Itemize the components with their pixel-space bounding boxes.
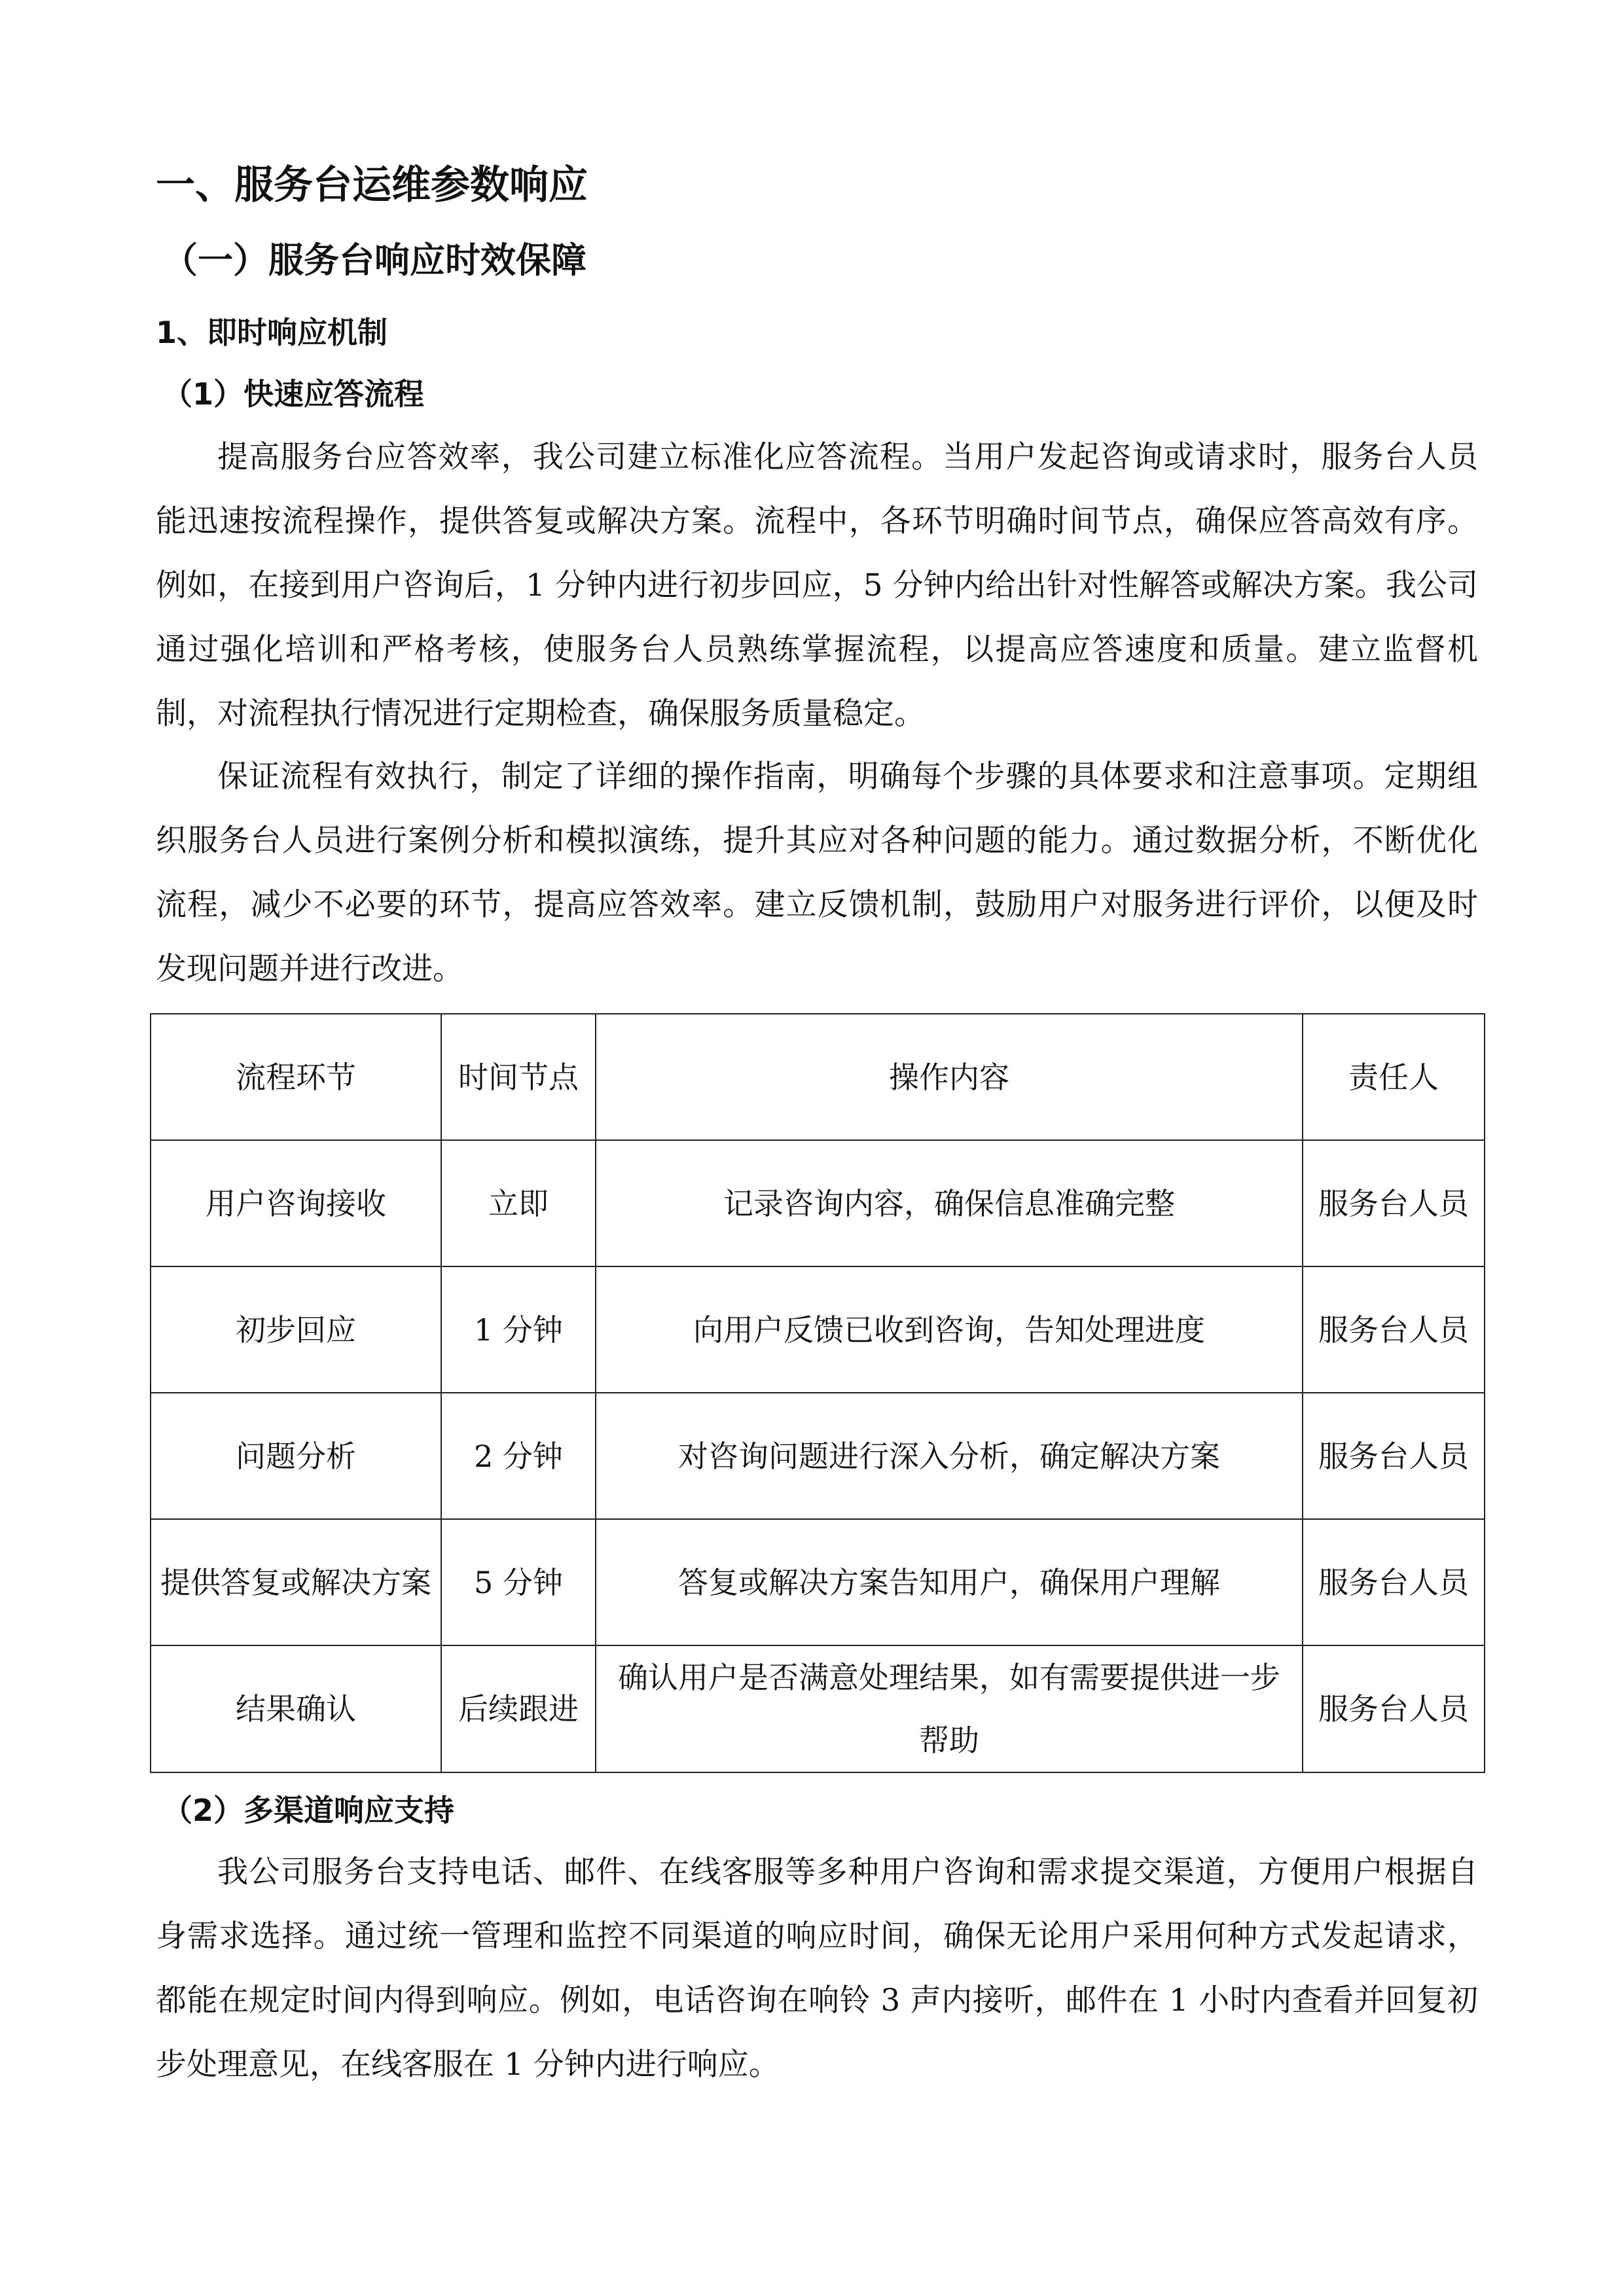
section-title-quick-response: （1）快速应答流程 — [162, 376, 425, 412]
header-cell-step: 流程环节 — [151, 1014, 441, 1140]
table-cell: 2 分钟 — [441, 1393, 596, 1519]
table-cell: 初步回应 — [151, 1266, 441, 1393]
table-cell: 确认用户是否满意处理结果，如有需要提供进一步帮助 — [596, 1645, 1303, 1772]
table-cell: 结果确认 — [151, 1645, 441, 1772]
table-cell: 向用户反馈已收到咨询，告知处理进度 — [596, 1266, 1303, 1393]
paragraph-quick-response-1: 提高服务台应答效率，我公司建立标准化应答流程。当用户发起咨询或请求时，服务台人员能迅速按流程操作，提供答复或解决方案。流程中，各环节明确时间节点，确保应答高效有序。例如，在接到用户咨询后，1 分钟内进行初步回应，5 分钟内给出针对性解答或解决方案。我公司通过强化培训和严格考核，使服务台人员熟练掌握流程，以提高应答速度和质量。建立监督机制，对流程执行情况进行定期检查，确保服务质量稳定。 — [156, 439, 1478, 732]
section-title-multichannel: （2）多渠道响应支持 — [162, 1793, 455, 1828]
table-cell: 服务台人员 — [1303, 1519, 1485, 1645]
table-cell: 后续跟进 — [441, 1645, 596, 1772]
table-cell: 服务台人员 — [1303, 1393, 1485, 1519]
header-cell-action: 操作内容 — [596, 1014, 1303, 1140]
table-cell: 用户咨询接收 — [151, 1140, 441, 1266]
table-cell: 立即 — [441, 1140, 596, 1266]
table-cell: 5 分钟 — [441, 1519, 596, 1645]
table-row — [151, 1645, 1485, 1772]
table-cell: 服务台人员 — [1303, 1140, 1485, 1266]
table-cell: 问题分析 — [151, 1393, 441, 1519]
table-cell: 服务台人员 — [1303, 1266, 1485, 1393]
table-row — [151, 1519, 1485, 1645]
heading-level-3: 1、即时响应机制 — [156, 315, 388, 350]
table-header-row — [151, 1014, 1485, 1140]
heading-level-2: （一）服务台响应时效保障 — [162, 240, 586, 281]
table-row — [151, 1393, 1485, 1519]
table-cell: 答复或解决方案告知用户，确保用户理解 — [596, 1519, 1303, 1645]
table-cell: 对咨询问题进行深入分析，确定解决方案 — [596, 1393, 1303, 1519]
heading-level-1: 一、服务台运维参数响应 — [156, 162, 588, 208]
paragraph-quick-response-2: 保证流程有效执行，制定了详细的操作指南，明确每个步骤的具体要求和注意事项。定期组织服务台人员进行案例分析和模拟演练，提升其应对各种问题的能力。通过数据分析，不断优化流程，减少不必要的环节，提高应答效率。建立反馈机制，鼓励用户对服务进行评价，以便及时发现问题并进行改进。 — [156, 759, 1478, 987]
paragraph-multichannel-1: 我公司服务台支持电话、邮件、在线客服等多种用户咨询和需求提交渠道，方便用户根据自身需求选择。通过统一管理和监控不同渠道的响应时间，确保无论用户采用何种方式发起请求，都能在规定时间内得到响应。例如，电话咨询在响铃 3 声内接听，邮件在 1 小时内查看并回复初步处理意见，在线客服在 1 分钟内进行响应。 — [156, 1854, 1478, 2083]
header-cell-owner: 责任人 — [1303, 1014, 1485, 1140]
table-cell: 提供答复或解决方案 — [151, 1519, 441, 1645]
header-cell-time: 时间节点 — [441, 1014, 596, 1140]
table-row — [151, 1140, 1485, 1266]
response-flow-table — [150, 1013, 1485, 1773]
table-row — [151, 1266, 1485, 1393]
table-cell: 1 分钟 — [441, 1266, 596, 1393]
table-cell: 记录咨询内容，确保信息准确完整 — [596, 1140, 1303, 1266]
table-cell: 服务台人员 — [1303, 1645, 1485, 1772]
